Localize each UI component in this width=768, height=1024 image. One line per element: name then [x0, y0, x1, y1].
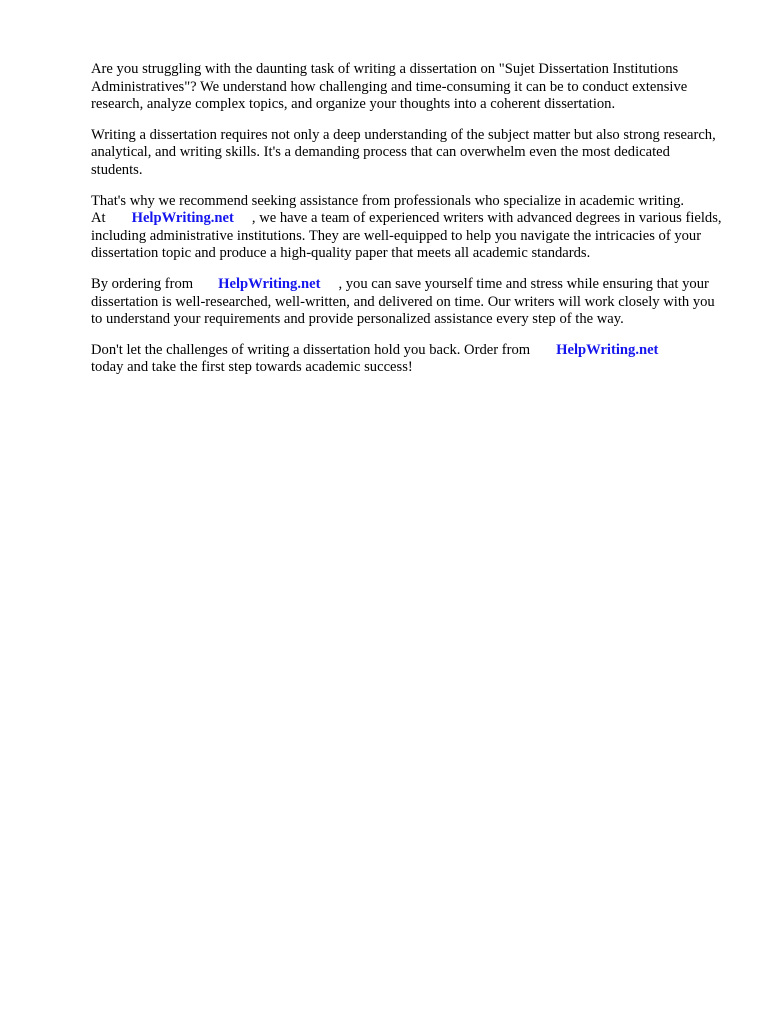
document-page [91, 61, 723, 390]
paragraph-closing-text-start: Don't let the challenges of writing a dissertation hold you back. Order from [91, 341, 531, 358]
paragraph-intro: Are you struggling with the daunting task of writing a dissertation on "Sujet Dissertation Institutions Administratives"? We understand how challenging and time-consuming it can be to conduct extensive research, analyze complex topics, and organize your thoughts into a coherent dissertation. [91, 61, 688, 113]
paragraph-closing [91, 342, 723, 377]
paragraph-recommendation [91, 193, 723, 263]
paragraph-recommendation-text-start: That's why we recommend seeking assistance from professionals who specialize in academic writing. At [91, 192, 685, 227]
paragraph-requirements: Writing a dissertation requires not only a deep understanding of the subject matter but also strong research, analytical, and writing skills. It's a demanding process that can overwhelm even the most dedicated students. [91, 126, 716, 178]
paragraph-ordering-text-end: , you can save yourself time and stress while ensuring that your dissertation is well-researched, well-written, and delivered on time. Our writers will work closely with you to understand your requirements and provide personalized assistance every step of the way. [91, 275, 715, 328]
helpwriting-link[interactable]: HelpWriting.net [131, 210, 234, 227]
helpwriting-link[interactable]: HelpWriting.net [218, 275, 321, 292]
paragraph-closing-text-end: today and take the first step towards academic success! [91, 359, 413, 376]
paragraph-ordering [91, 276, 723, 329]
helpwriting-link[interactable]: HelpWriting.net [556, 341, 659, 358]
paragraph-recommendation-text-end: , we have a team of experienced writers with advanced degrees in various fields, including administrative institutions. They are well-equipped to help you navigate the intricacies of your dissertation topic and produce a high-quality paper that meets all academic standards. [91, 210, 722, 262]
paragraph-ordering-text-start: By ordering from [91, 275, 194, 292]
